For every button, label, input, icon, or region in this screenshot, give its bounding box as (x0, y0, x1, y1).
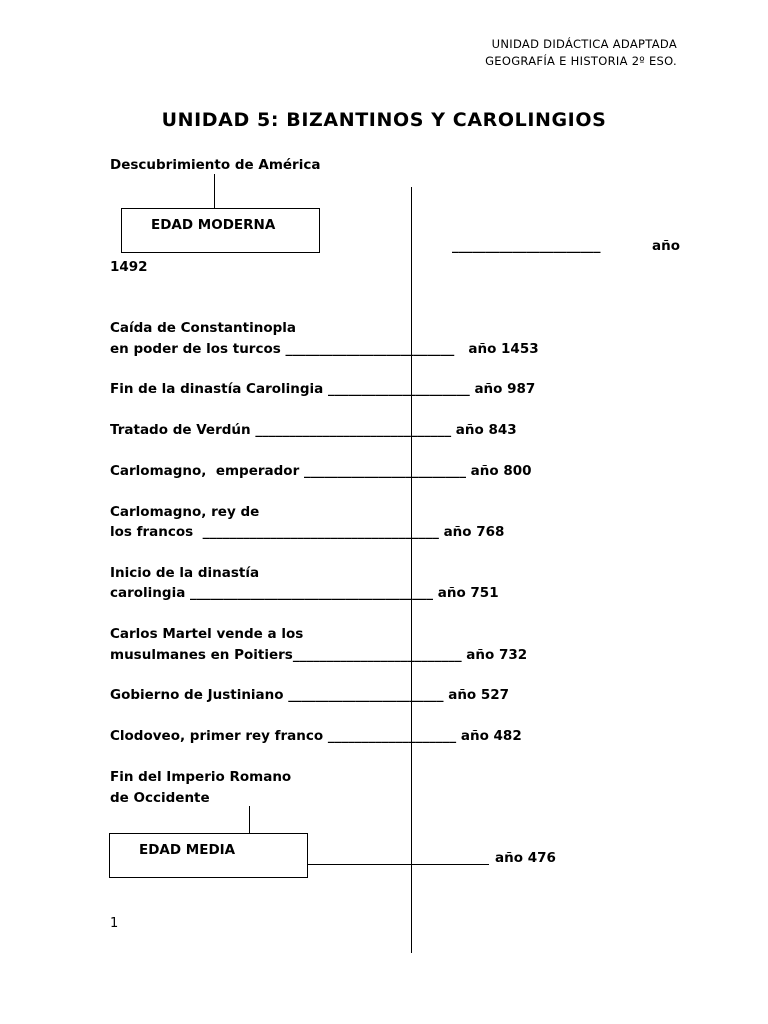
period-box-modern-age-label: EDAD MODERNA (151, 217, 276, 233)
period-box-middle-ages-label: EDAD MEDIA (139, 842, 236, 858)
event-text: Clodoveo, primer rey franco (110, 728, 328, 744)
answer-blank: _______________________ (288, 687, 444, 703)
event-year: año 527 (448, 687, 510, 703)
event-label-constantinople: Caída de Constantinopla (110, 320, 297, 336)
event-text: Tratado de Verdún (110, 422, 256, 438)
event-row-justinian (110, 687, 509, 703)
event-row-carolingian-start (110, 585, 499, 601)
event-row-verdun (110, 422, 517, 438)
period-box-middle-ages (109, 833, 308, 878)
answer-blank: _________________________ (285, 341, 455, 357)
event-text: Gobierno de Justiniano (110, 687, 289, 703)
year-1492-word: año (652, 238, 680, 254)
event-year: año 987 (474, 381, 536, 397)
event-text: en poder de los turcos (110, 341, 286, 357)
event-row-charlemagne-emperor (110, 463, 532, 479)
event-label-rome-fall: Fin del Imperio Romano (110, 769, 292, 785)
timeline-line (411, 187, 412, 953)
event-label-discovery: Descubrimiento de América (110, 157, 321, 173)
connector-discovery (214, 174, 215, 209)
event-label-poitiers: Carlos Martel vende a los (110, 626, 304, 642)
event-year: año 800 (470, 463, 532, 479)
event-year: año 843 (455, 422, 517, 438)
event-year: año 732 (466, 647, 528, 663)
event-text: Carlomagno, emperador (110, 463, 304, 479)
event-text: los francos (110, 524, 203, 540)
event-year: año 1453 (468, 341, 539, 357)
event-year: año 751 (437, 585, 499, 601)
answer-blank: ____________________________________ (190, 585, 434, 601)
event-row-carolingian-end (110, 381, 535, 397)
connector-rome-fall (249, 806, 250, 834)
event-row-charlemagne-king (110, 524, 504, 540)
event-row-poitiers (110, 647, 527, 663)
event-text: musulmanes en Poitiers (110, 647, 293, 663)
year-1492-number: 1492 (110, 259, 148, 275)
connector-476 (308, 864, 489, 865)
header-line-1: UNIDAD DIDÁCTICA ADAPTADA (491, 37, 677, 51)
event-year: año 768 (443, 524, 505, 540)
page-title: UNIDAD 5: BIZANTINOS Y CAROLINGIOS (161, 109, 607, 131)
answer-blank: ___________________ (327, 728, 457, 744)
event-text: Fin de la dinastía Carolingia (110, 381, 328, 397)
event-label-constantinople-cont (110, 341, 539, 357)
answer-blank: _________________________ (292, 647, 462, 663)
page-number: 1 (110, 916, 119, 931)
event-label-carolingian-start: Inicio de la dinastía (110, 565, 260, 581)
answer-blank: ___________________________________ (202, 524, 439, 540)
event-year: año 482 (460, 728, 522, 744)
period-box-modern-age (121, 208, 320, 253)
answer-blank: ________________________ (303, 463, 466, 479)
answer-blank: _____________________ (327, 381, 470, 397)
event-label-charlemagne-king: Carlomagno, rey de (110, 504, 260, 520)
event-label-rome-fall-cont: de Occidente (110, 790, 210, 806)
event-row-clovis (110, 728, 522, 744)
answer-blank: _____________________________ (255, 422, 452, 438)
year-476: año 476 (495, 850, 556, 866)
blank-1492: ______________________ (452, 238, 601, 254)
header-line-2: GEOGRAFÍA E HISTORIA 2º ESO. (485, 54, 677, 68)
event-text: carolingia (110, 585, 191, 601)
